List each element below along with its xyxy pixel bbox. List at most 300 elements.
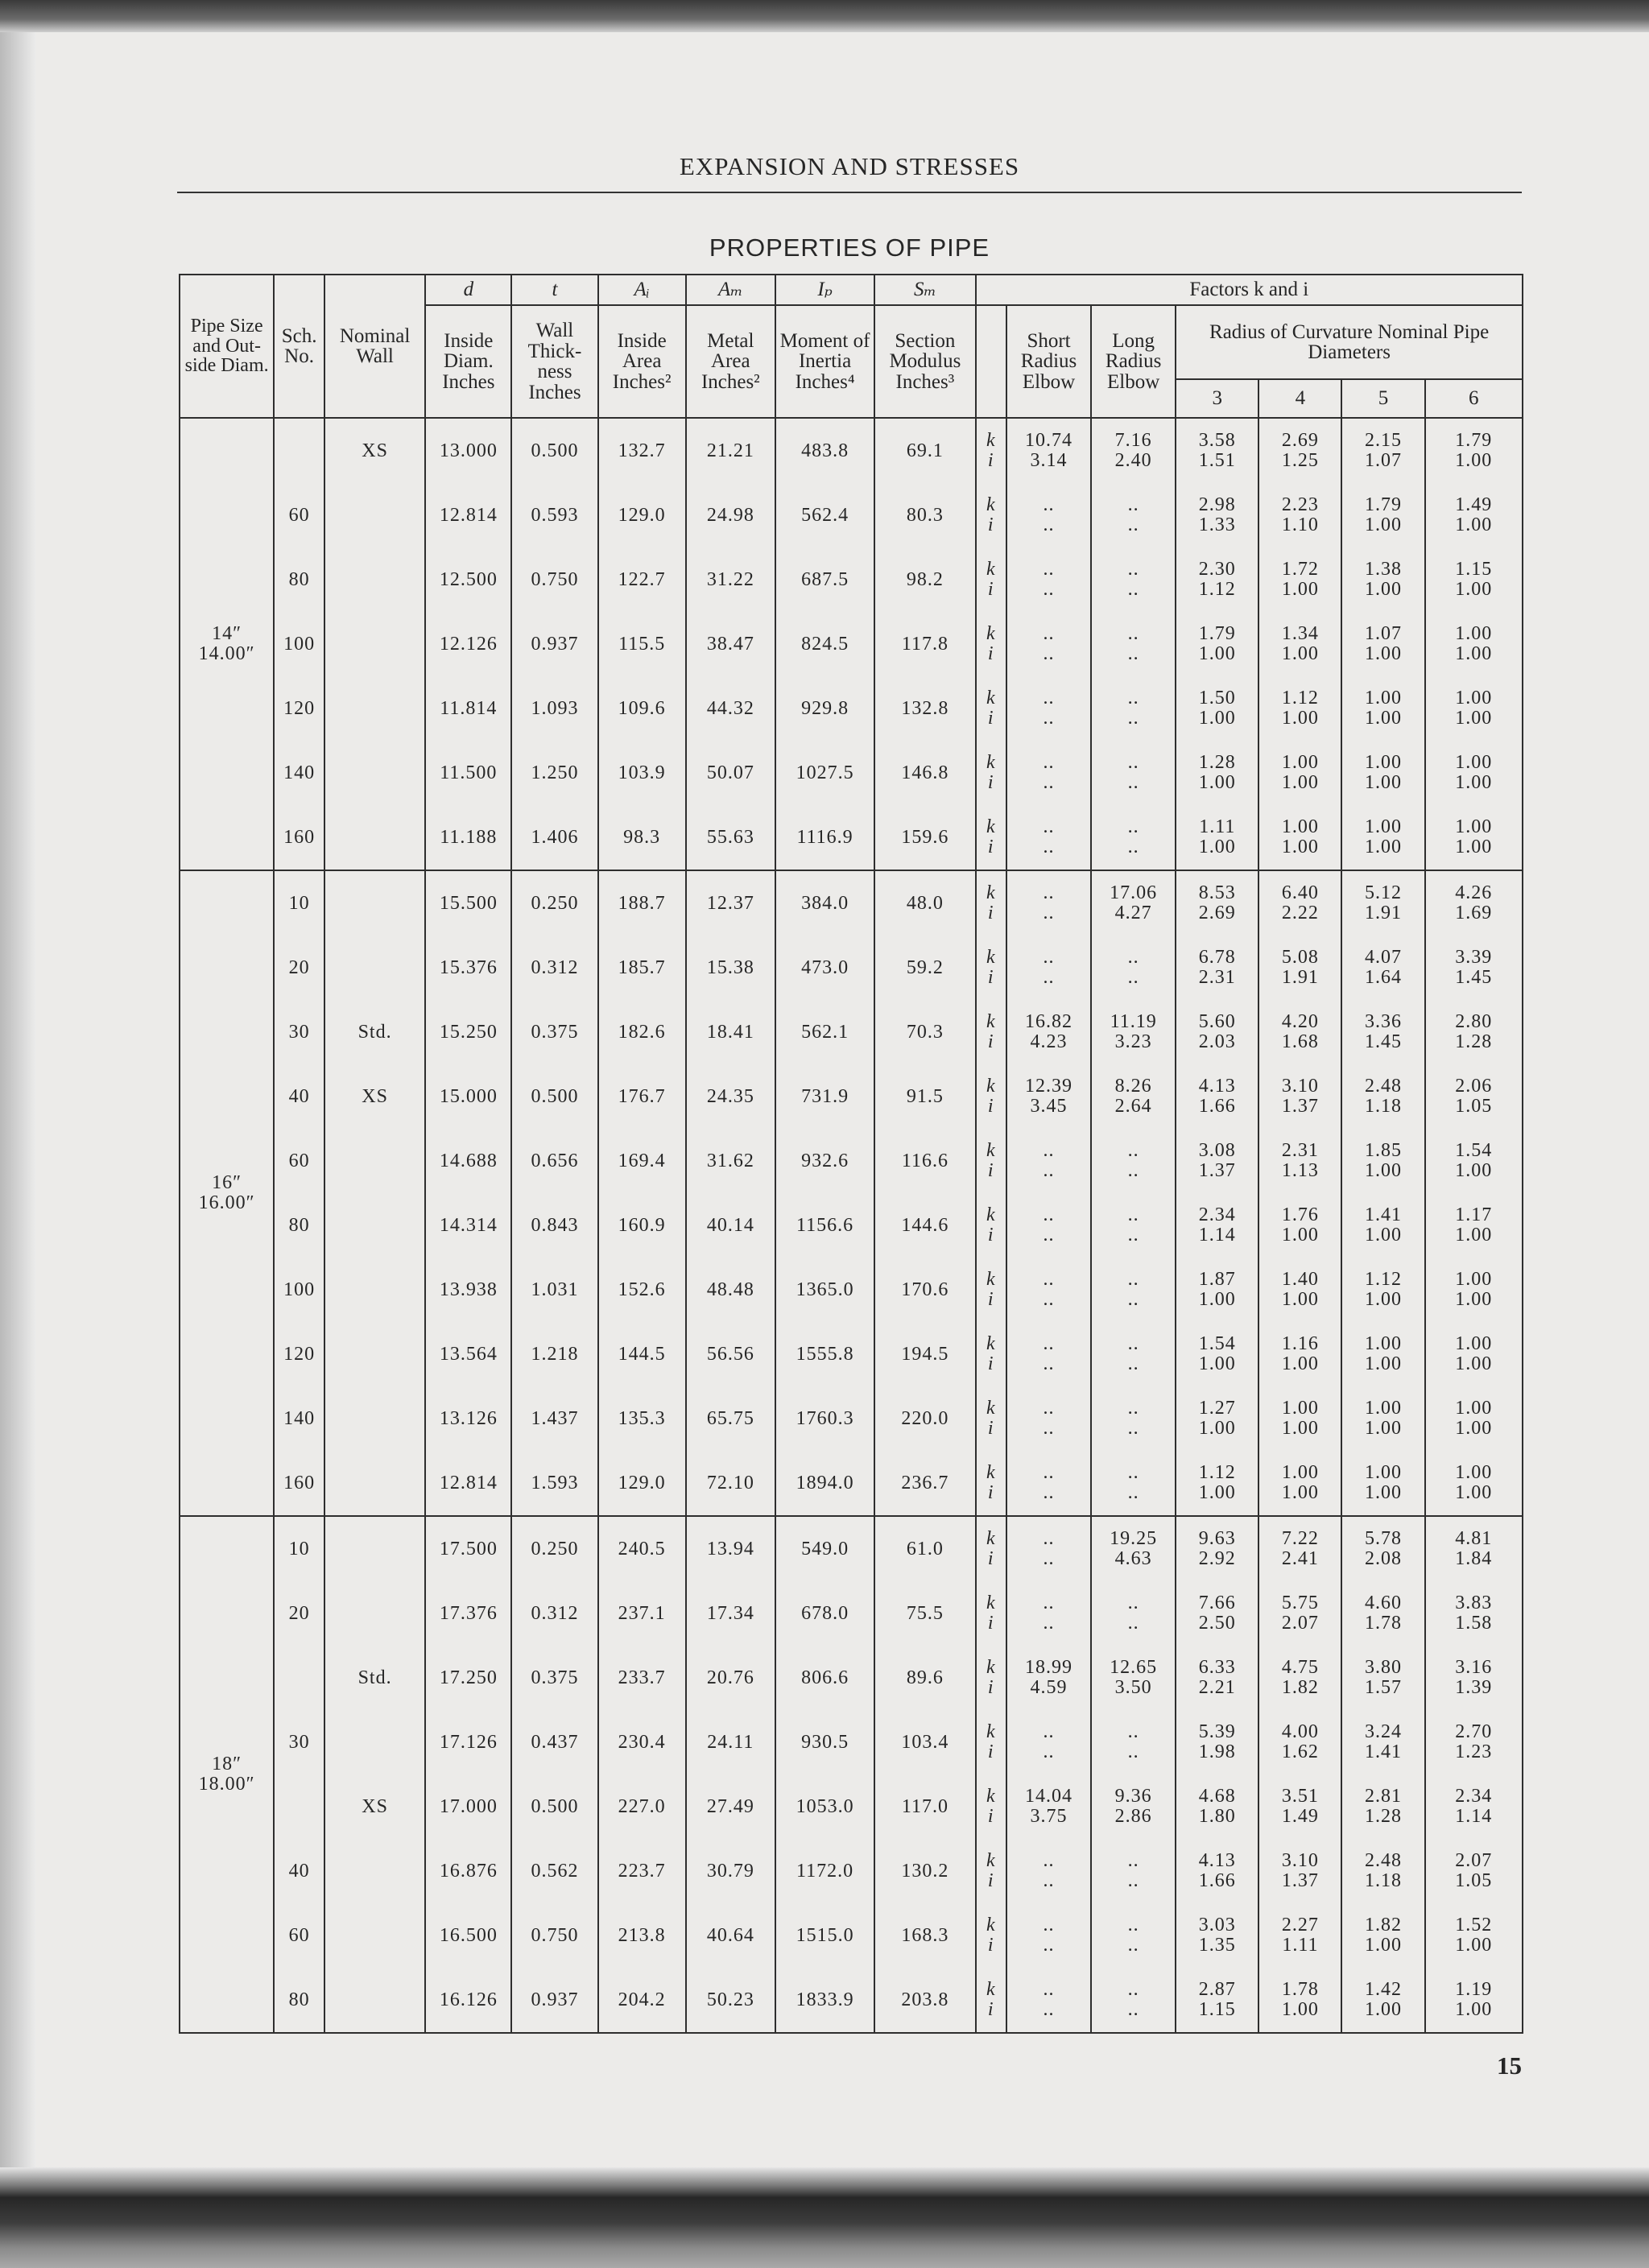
header-wall-thickness: Wall Thick- ness Inches [511, 305, 597, 418]
inside-area-cell: 227.0 [598, 1774, 686, 1839]
moment-of-inertia-cell: 549.0 [775, 1516, 874, 1581]
sch-no-cell [274, 1646, 324, 1710]
factor-r3-cell [1176, 1064, 1258, 1129]
factor-r5-cell [1341, 1064, 1424, 1129]
factor-k-value: 17.06 [1110, 882, 1158, 903]
factor-i-value: 1.00 [1198, 1482, 1236, 1503]
inside-area-cell: 176.7 [598, 1064, 686, 1129]
header-symbol-d: d [425, 275, 511, 305]
factor-k-value: .. [1043, 751, 1055, 773]
factor-k-value: 3.36 [1364, 1010, 1402, 1032]
inside-diam-cell: 16.126 [425, 1968, 511, 2033]
table-row [180, 936, 1523, 1000]
factor-short-cell [1006, 1774, 1091, 1839]
inside-area-cell: 152.6 [598, 1258, 686, 1322]
factor-r4-cell [1258, 1064, 1341, 1129]
factor-k-value: 6.78 [1198, 946, 1236, 968]
section-modulus-cell: 146.8 [874, 741, 975, 805]
factor-k-value: 2.06 [1455, 1075, 1493, 1097]
factor-i-value: 1.00 [1364, 1482, 1402, 1503]
moment-of-inertia-cell: 473.0 [775, 936, 874, 1000]
sch-no-cell: 120 [274, 676, 324, 741]
ki-label-cell [976, 1129, 1006, 1193]
factor-i-value: 1.00 [1281, 708, 1319, 729]
factor-k-value: .. [1127, 1592, 1139, 1613]
factor-k-value: 2.23 [1281, 494, 1319, 515]
factor-i-value: 1.13 [1281, 1160, 1319, 1181]
inside-diam-cell: 14.688 [425, 1129, 511, 1193]
factor-i-value: 4.63 [1114, 1548, 1152, 1569]
factor-k-value: 1.49 [1455, 494, 1493, 515]
factor-k-value: .. [1127, 1914, 1139, 1935]
factor-short-cell [1006, 676, 1091, 741]
factor-k-value: 1.17 [1455, 1204, 1493, 1225]
inside-diam-cell: 17.376 [425, 1581, 511, 1646]
factor-k-value: .. [1043, 1268, 1055, 1290]
table-row [180, 1322, 1523, 1386]
factor-i-value: .. [1043, 1613, 1055, 1634]
factor-k-value: 9.63 [1198, 1527, 1236, 1549]
factor-i-value: .. [1043, 579, 1055, 600]
factor-k-value: .. [1127, 622, 1139, 644]
factor-long-cell [1091, 805, 1176, 870]
sch-no-cell: 10 [274, 1516, 324, 1581]
nominal-wall-cell [324, 547, 425, 612]
sch-no-cell [274, 418, 324, 483]
inside-diam-cell: 17.126 [425, 1710, 511, 1774]
moment-of-inertia-cell: 932.6 [775, 1129, 874, 1193]
factor-r4-cell [1258, 1386, 1341, 1451]
factor-k-value: 2.34 [1455, 1785, 1493, 1807]
factor-i-value: 1.00 [1198, 1418, 1236, 1439]
factor-i-value: 1.00 [1455, 837, 1493, 857]
table-row [180, 1968, 1523, 2033]
i-label: i [987, 967, 994, 988]
k-label: k [986, 1656, 996, 1678]
moment-of-inertia-cell: 562.4 [775, 483, 874, 547]
factor-i-value: 1.28 [1455, 1031, 1493, 1052]
sch-no-cell: 160 [274, 1451, 324, 1516]
wall-thickness-cell: 0.250 [511, 1516, 597, 1581]
factor-k-value: 9.36 [1114, 1785, 1152, 1807]
factor-k-value: 16.82 [1025, 1010, 1073, 1032]
header-symbol-am: Aₘ [686, 275, 775, 305]
factor-k-value: 1.27 [1198, 1397, 1236, 1419]
header-radius-3: 3 [1176, 379, 1258, 418]
factor-i-value: 1.00 [1455, 708, 1493, 729]
factor-k-value: 1.00 [1281, 751, 1319, 773]
header-short-radius-elbow: Short Radius Elbow [1006, 305, 1091, 418]
wall-thickness-cell: 0.500 [511, 418, 597, 483]
sch-no-cell: 120 [274, 1322, 324, 1386]
metal-area-cell: 65.75 [686, 1386, 775, 1451]
inside-diam-cell: 12.814 [425, 1451, 511, 1516]
factor-k-value: 5.12 [1364, 882, 1402, 903]
factor-r5-cell [1341, 1968, 1424, 2033]
factor-short-cell [1006, 1451, 1091, 1516]
factor-r3-cell [1176, 418, 1258, 483]
section-modulus-cell: 59.2 [874, 936, 975, 1000]
inside-diam-cell: 14.314 [425, 1193, 511, 1258]
inside-diam-cell: 11.814 [425, 676, 511, 741]
factor-r6-cell [1425, 1322, 1523, 1386]
factor-i-value: .. [1043, 1353, 1055, 1374]
factor-k-value: 2.98 [1198, 494, 1236, 515]
factor-i-value: 1.00 [1198, 1289, 1236, 1310]
factor-r3-cell [1176, 1968, 1258, 2033]
factor-k-value: .. [1043, 1204, 1055, 1225]
moment-of-inertia-cell: 824.5 [775, 612, 874, 676]
factor-long-cell [1091, 1710, 1176, 1774]
factor-k-value: 3.83 [1455, 1592, 1493, 1613]
factor-i-value: 1.00 [1455, 579, 1493, 600]
factor-k-value: .. [1043, 1592, 1055, 1613]
factor-r5-cell [1341, 1258, 1424, 1322]
factor-i-value: .. [1043, 1548, 1055, 1569]
sch-no-cell: 30 [274, 1000, 324, 1064]
metal-area-cell: 44.32 [686, 676, 775, 741]
factor-i-value: 1.69 [1455, 903, 1493, 923]
k-label: k [986, 1075, 996, 1097]
k-label: k [986, 429, 996, 451]
factor-i-value: 1.00 [1364, 1353, 1402, 1374]
i-label: i [987, 450, 994, 471]
inside-area-cell: 185.7 [598, 936, 686, 1000]
ki-label-cell [976, 1258, 1006, 1322]
factor-i-value: 1.00 [1198, 837, 1236, 857]
metal-area-cell: 40.64 [686, 1903, 775, 1968]
factor-k-value: 6.40 [1281, 882, 1319, 903]
header-symbol-ai: Aᵢ [598, 275, 686, 305]
factor-k-value: 7.66 [1198, 1592, 1236, 1613]
table-header [180, 275, 1523, 418]
moment-of-inertia-cell: 1156.6 [775, 1193, 874, 1258]
ki-label-cell [976, 1322, 1006, 1386]
ki-label-cell [976, 1646, 1006, 1710]
factor-k-value: .. [1043, 494, 1055, 515]
factor-r4-cell [1258, 1774, 1341, 1839]
wall-thickness-cell: 0.656 [511, 1129, 597, 1193]
nominal-wall-cell [324, 1710, 425, 1774]
factor-r5-cell [1341, 1581, 1424, 1646]
factor-r6-cell [1425, 1451, 1523, 1516]
metal-area-cell: 30.79 [686, 1839, 775, 1903]
ki-label-cell [976, 936, 1006, 1000]
factor-i-value: 1.00 [1364, 1418, 1402, 1439]
i-label: i [987, 1806, 994, 1827]
ki-label-cell [976, 805, 1006, 870]
factor-i-value: 1.10 [1281, 514, 1319, 535]
factor-r6-cell [1425, 418, 1523, 483]
factor-r4-cell [1258, 936, 1341, 1000]
factor-i-value: 1.00 [1364, 772, 1402, 793]
section-modulus-cell: 70.3 [874, 1000, 975, 1064]
section-modulus-cell: 89.6 [874, 1646, 975, 1710]
factor-i-value: 1.07 [1364, 450, 1402, 471]
wall-thickness-cell: 0.750 [511, 1903, 597, 1968]
inside-area-cell: 233.7 [598, 1646, 686, 1710]
factor-k-value: 1.00 [1364, 1461, 1402, 1483]
factor-i-value: 1.45 [1364, 1031, 1402, 1052]
factor-k-value: 2.27 [1281, 1914, 1319, 1935]
factor-r4-cell [1258, 805, 1341, 870]
factor-i-value: 1.66 [1198, 1096, 1236, 1117]
factor-i-value: 1.37 [1198, 1160, 1236, 1181]
table-row [180, 1646, 1523, 1710]
factor-i-value: 1.33 [1198, 514, 1236, 535]
factor-i-value: .. [1043, 772, 1055, 793]
factor-long-cell [1091, 1646, 1176, 1710]
header-ki-label-column [976, 305, 1006, 418]
table-row [180, 805, 1523, 870]
header-symbol-ip: Iₚ [775, 275, 874, 305]
metal-area-cell: 55.63 [686, 805, 775, 870]
factor-i-value: .. [1127, 1482, 1139, 1503]
factor-k-value: 1.82 [1364, 1914, 1402, 1935]
sch-no-cell: 80 [274, 1968, 324, 2033]
factor-k-value: .. [1043, 622, 1055, 644]
table-title: PROPERTIES OF PIPE [709, 233, 990, 262]
header-pipe-size: Pipe Size and Out- side Diam. [180, 275, 274, 418]
factor-i-value: 1.00 [1364, 1225, 1402, 1246]
factor-k-value: .. [1043, 687, 1055, 708]
inside-diam-cell: 17.250 [425, 1646, 511, 1710]
i-label: i [987, 1225, 994, 1246]
factor-k-value: 1.00 [1281, 1397, 1319, 1419]
k-label: k [986, 1397, 996, 1419]
factor-k-value: 1.54 [1455, 1139, 1493, 1161]
factor-r3-cell [1176, 547, 1258, 612]
k-label: k [986, 1914, 996, 1935]
inside-diam-cell: 13.000 [425, 418, 511, 483]
factor-i-value: .. [1127, 1289, 1139, 1310]
k-label: k [986, 1332, 996, 1354]
pipe-size-od: 18.00″ [198, 1774, 255, 1795]
factor-i-value: .. [1127, 837, 1139, 857]
factor-k-value: .. [1127, 687, 1139, 708]
section-modulus-cell: 170.6 [874, 1258, 975, 1322]
nominal-wall-cell [324, 870, 425, 936]
factor-i-value: 1.00 [1364, 514, 1402, 535]
factor-r3-cell [1176, 1258, 1258, 1322]
i-label: i [987, 1096, 994, 1117]
metal-area-cell: 24.35 [686, 1064, 775, 1129]
factor-long-cell [1091, 676, 1176, 741]
header-sch-no: Sch. No. [274, 275, 324, 418]
k-label: k [986, 816, 996, 837]
sch-no-cell: 60 [274, 1903, 324, 1968]
factor-k-value: 6.33 [1198, 1656, 1236, 1678]
moment-of-inertia-cell: 1172.0 [775, 1839, 874, 1903]
moment-of-inertia-cell: 1027.5 [775, 741, 874, 805]
factor-k-value: 1.00 [1364, 1397, 1402, 1419]
factor-k-value: 1.00 [1455, 622, 1493, 644]
factor-i-value: .. [1127, 1160, 1139, 1181]
factor-r5-cell [1341, 1710, 1424, 1774]
factor-k-value: 1.40 [1281, 1268, 1319, 1290]
factor-r5-cell [1341, 483, 1424, 547]
factor-r6-cell [1425, 741, 1523, 805]
factor-k-value: 1.76 [1281, 1204, 1319, 1225]
inside-area-cell: 188.7 [598, 870, 686, 936]
factor-k-value: 1.16 [1281, 1332, 1319, 1354]
factor-k-value: 1.00 [1455, 1461, 1493, 1483]
factor-k-value: .. [1043, 1978, 1055, 2000]
table-row [180, 741, 1523, 805]
factor-i-value: 1.00 [1198, 643, 1236, 664]
moment-of-inertia-cell: 1555.8 [775, 1322, 874, 1386]
sch-no-cell: 140 [274, 741, 324, 805]
section-modulus-cell: 98.2 [874, 547, 975, 612]
factor-i-value: 2.40 [1114, 450, 1152, 471]
factor-r3-cell [1176, 676, 1258, 741]
wall-thickness-cell: 1.250 [511, 741, 597, 805]
factor-r6-cell [1425, 1710, 1523, 1774]
sch-no-cell: 60 [274, 1129, 324, 1193]
k-label: k [986, 1592, 996, 1613]
inside-diam-cell: 15.250 [425, 1000, 511, 1064]
inside-diam-cell: 12.126 [425, 612, 511, 676]
factor-long-cell [1091, 483, 1176, 547]
nominal-wall-cell [324, 483, 425, 547]
inside-diam-cell: 17.000 [425, 1774, 511, 1839]
factor-k-value: 18.99 [1025, 1656, 1073, 1678]
factor-i-value: .. [1127, 1225, 1139, 1246]
factor-r3-cell [1176, 1386, 1258, 1451]
factor-r4-cell [1258, 1129, 1341, 1193]
metal-area-cell: 27.49 [686, 1774, 775, 1839]
moment-of-inertia-cell: 384.0 [775, 870, 874, 936]
table-row [180, 547, 1523, 612]
factor-i-value: 1.05 [1455, 1096, 1493, 1117]
wall-thickness-cell: 0.375 [511, 1000, 597, 1064]
nominal-wall-cell [324, 741, 425, 805]
k-label: k [986, 687, 996, 708]
factor-k-value: 1.78 [1281, 1978, 1319, 2000]
factor-k-value: 3.08 [1198, 1139, 1236, 1161]
factor-short-cell [1006, 1646, 1091, 1710]
moment-of-inertia-cell: 731.9 [775, 1064, 874, 1129]
factor-i-value: .. [1043, 1289, 1055, 1310]
factor-k-value: 1.54 [1198, 1332, 1236, 1354]
factor-i-value: .. [1127, 1353, 1139, 1374]
factor-i-value: .. [1043, 708, 1055, 729]
inside-area-cell: 230.4 [598, 1710, 686, 1774]
table-row [180, 1903, 1523, 1968]
factor-k-value: .. [1127, 946, 1139, 968]
ki-label-cell [976, 1774, 1006, 1839]
factor-i-value: .. [1043, 1741, 1055, 1762]
factor-k-value: 5.39 [1198, 1721, 1236, 1742]
nominal-wall-cell [324, 1968, 425, 2033]
factor-i-value: 2.64 [1114, 1096, 1152, 1117]
pipe-properties-table [179, 274, 1523, 2034]
factor-i-value: 1.37 [1281, 1096, 1319, 1117]
table-row [180, 418, 1523, 483]
factor-k-value: 4.81 [1455, 1527, 1493, 1549]
factor-k-value: 2.48 [1364, 1849, 1402, 1871]
factor-r6-cell [1425, 1646, 1523, 1710]
inside-area-cell: 122.7 [598, 547, 686, 612]
inside-area-cell: 132.7 [598, 418, 686, 483]
factor-i-value: 2.07 [1281, 1613, 1319, 1634]
factor-r6-cell [1425, 1581, 1523, 1646]
nominal-wall-cell [324, 1516, 425, 1581]
factor-k-value: 4.00 [1281, 1721, 1319, 1742]
table-row [180, 612, 1523, 676]
factor-k-value: 10.74 [1025, 429, 1073, 451]
wall-thickness-cell: 0.312 [511, 1581, 597, 1646]
factor-r5-cell [1341, 418, 1424, 483]
nominal-wall-cell [324, 1258, 425, 1322]
sch-no-cell: 140 [274, 1386, 324, 1451]
metal-area-cell: 38.47 [686, 612, 775, 676]
factor-long-cell [1091, 1322, 1176, 1386]
factor-i-value: .. [1127, 643, 1139, 664]
factor-long-cell [1091, 612, 1176, 676]
factor-r3-cell [1176, 1710, 1258, 1774]
factor-i-value: 1.00 [1364, 1289, 1402, 1310]
factor-r3-cell [1176, 1839, 1258, 1903]
factor-i-value: 1.45 [1455, 967, 1493, 988]
factor-i-value: .. [1043, 903, 1055, 923]
factor-r4-cell [1258, 483, 1341, 547]
factor-k-value: 1.87 [1198, 1268, 1236, 1290]
factor-i-value: 1.14 [1455, 1806, 1493, 1827]
factor-k-value: 1.52 [1455, 1914, 1493, 1935]
section-modulus-cell: 203.8 [874, 1968, 975, 2033]
wall-thickness-cell: 0.375 [511, 1646, 597, 1710]
factor-long-cell [1091, 1839, 1176, 1903]
factor-long-cell [1091, 1968, 1176, 2033]
inside-area-cell: 213.8 [598, 1903, 686, 1968]
factor-k-value: .. [1127, 1849, 1139, 1871]
factor-long-cell [1091, 1903, 1176, 1968]
factor-k-value: 3.16 [1455, 1656, 1493, 1678]
factor-short-cell [1006, 936, 1091, 1000]
i-label: i [987, 1677, 994, 1698]
sch-no-cell [274, 1774, 324, 1839]
factor-k-value: 1.85 [1364, 1139, 1402, 1161]
factor-short-cell [1006, 1516, 1091, 1581]
factor-short-cell [1006, 1968, 1091, 2033]
ki-label-cell [976, 1581, 1006, 1646]
factor-i-value: .. [1127, 772, 1139, 793]
factor-r5-cell [1341, 1903, 1424, 1968]
factor-i-value: 1.98 [1198, 1741, 1236, 1762]
factor-r3-cell [1176, 1193, 1258, 1258]
factor-k-value: 2.70 [1455, 1721, 1493, 1742]
table-row [180, 1193, 1523, 1258]
moment-of-inertia-cell: 562.1 [775, 1000, 874, 1064]
nominal-wall-cell: XS [324, 1774, 425, 1839]
factor-i-value: 1.00 [1364, 1160, 1402, 1181]
header-radius-6: 6 [1425, 379, 1523, 418]
factor-i-value: 1.23 [1455, 1741, 1493, 1762]
pipe-size-nominal: 16″ [212, 1171, 242, 1193]
sch-no-cell: 20 [274, 936, 324, 1000]
factor-i-value: 1.00 [1455, 450, 1493, 471]
i-label: i [987, 1031, 994, 1052]
k-label: k [986, 882, 996, 903]
factor-k-value: .. [1127, 1721, 1139, 1742]
nominal-wall-cell [324, 805, 425, 870]
factor-i-value: 1.00 [1455, 1482, 1493, 1503]
factor-i-value: 1.00 [1281, 772, 1319, 793]
moment-of-inertia-cell: 1760.3 [775, 1386, 874, 1451]
i-label: i [987, 1160, 994, 1181]
inside-diam-cell: 12.500 [425, 547, 511, 612]
